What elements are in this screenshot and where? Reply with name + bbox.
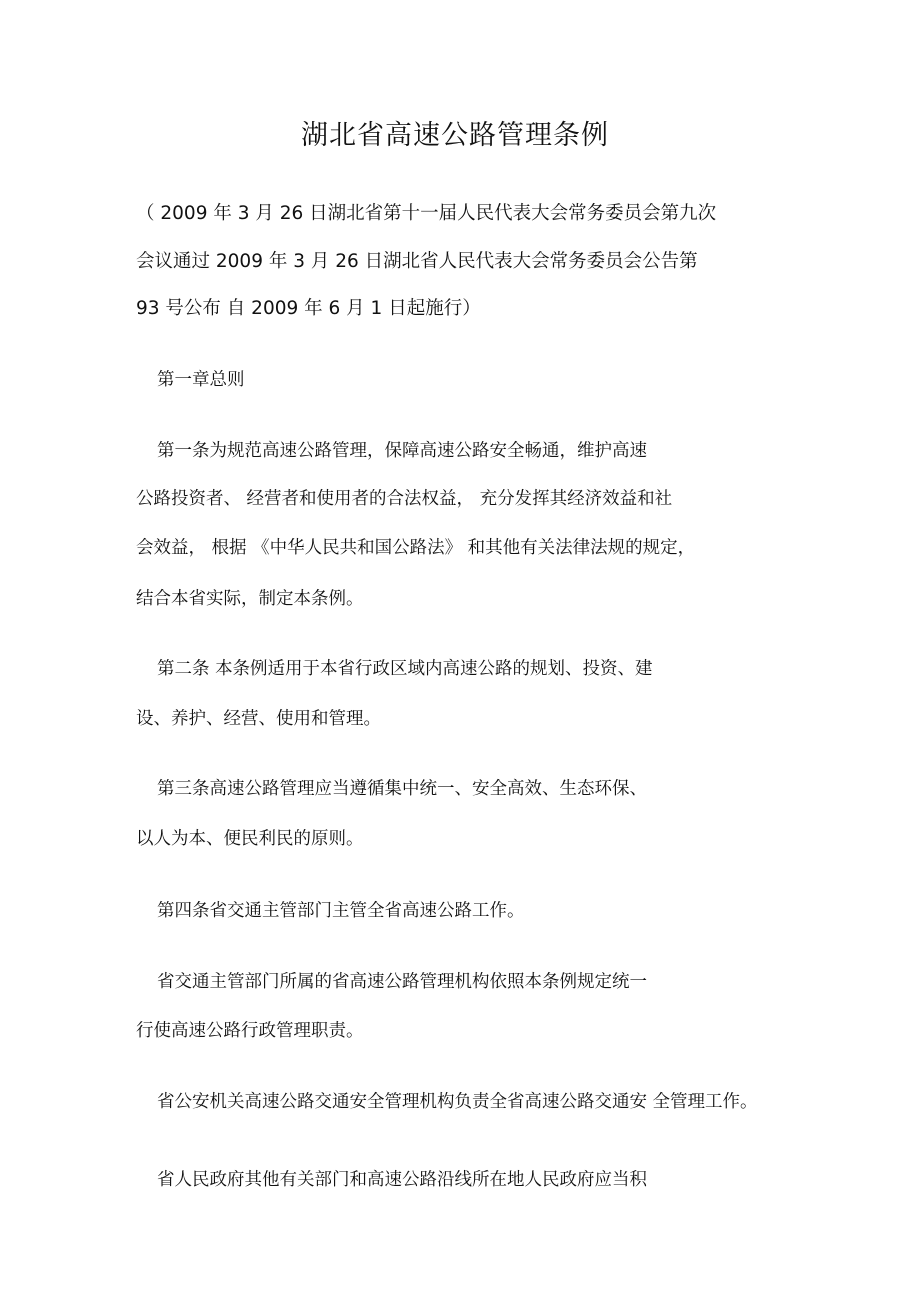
article-1-line-1: 第一条为规范高速公路管理，保障高速公路安全畅通，维护高速 — [157, 441, 647, 461]
article-4-para-3-line-1: 省公安机关高速公路交通安全管理机构负责全省高速公路交通安 全管理工作。 — [157, 1092, 758, 1112]
article-1-line-3: 会效益， 根据 《中华人民共和国公路法》 和其他有关法律法规的规定， — [136, 538, 696, 558]
chapter-heading: 第一章总则 — [157, 370, 245, 390]
preamble-line-2: 会议通过 2009 年 3 月 26 日湖北省人民代表大会常务委员会公告第 — [136, 251, 698, 272]
article-4-para-4-line-1: 省人民政府其他有关部门和高速公路沿线所在地人民政府应当积 — [157, 1170, 647, 1190]
article-3-line-2: 以人为本、便民利民的原则。 — [136, 829, 364, 849]
article-1-line-4: 结合本省实际，制定本条例。 — [136, 589, 364, 609]
preamble-line-1: （ 2009 年 3 月 26 日湖北省第十一届人民代表大会常务委员会第九次 — [136, 203, 717, 224]
document-title: 湖北省高速公路管理条例 — [301, 120, 609, 151]
article-4-line-1: 第四条省交通主管部门主管全省高速公路工作。 — [157, 901, 525, 921]
preamble-line-3: 93 号公布 自 2009 年 6 月 1 日起施行） — [136, 298, 481, 319]
article-4-para-2-line-2: 行使高速公路行政管理职责。 — [136, 1021, 364, 1041]
article-2-line-1: 第二条 本条例适用于本省行政区域内高速公路的规划、投资、建 — [157, 659, 653, 679]
article-2-line-2: 设、养护、经营、使用和管理。 — [136, 709, 381, 729]
article-1-line-2: 公路投资者、 经营者和使用者的合法权益， 充分发挥其经济效益和社 — [136, 489, 673, 509]
article-3-line-1: 第三条高速公路管理应当遵循集中统一、安全高效、生态环保、 — [157, 779, 647, 799]
article-4-para-2-line-1: 省交通主管部门所属的省高速公路管理机构依照本条例规定统一 — [157, 972, 647, 992]
